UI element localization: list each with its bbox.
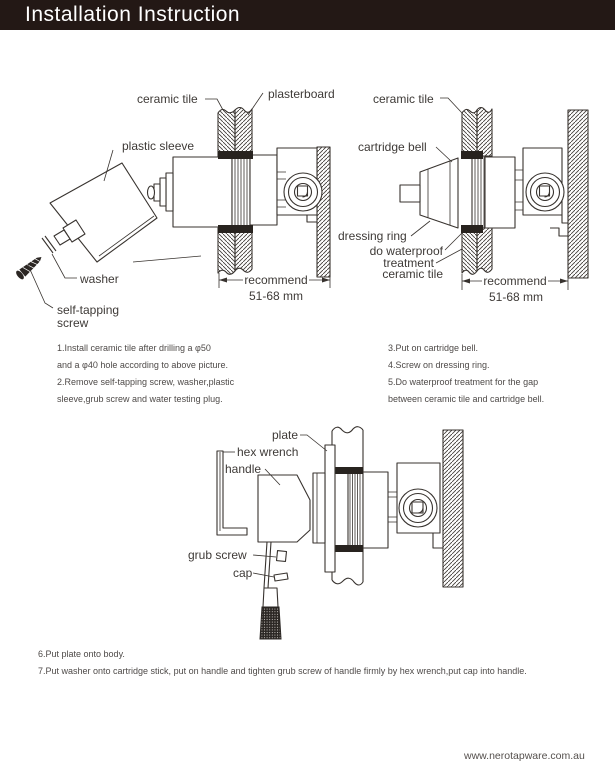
valve-body [485,157,515,228]
dimension-recommend-label: recommend [483,274,547,288]
footer-website: www.nerotapware.com.au [464,750,585,762]
stud-wall [568,110,588,278]
cartridge-stick [148,173,174,211]
cartridge-stick [264,542,271,588]
leader-grub-screw [253,555,276,557]
instruction-list-left [57,340,234,408]
leader-dressing-ring [411,221,430,236]
seal-top [461,151,483,159]
instruction-line: 3.Put on cartridge bell. [388,343,479,353]
label-grub-screw: grub screw [188,548,247,562]
label-waterproof-1: do waterproof [369,244,443,258]
diagram-handle-install [180,418,472,648]
cartridge-bell [400,158,458,228]
instruction-line: 4.Screw on dressing ring. [388,360,490,370]
label-self-tapping-2: screw [57,316,89,330]
leader-cartridge-bell [436,147,452,162]
dimension-51-68 [219,273,330,303]
instruction-list-bottom [38,646,527,680]
label-hex-wrench: hex wrench [237,445,299,459]
dimension-range-label: 51-68 mm [248,289,304,303]
grub-screw [276,551,286,562]
diagram-cartridge-bell [335,82,603,334]
leader-ceramic-tile [205,99,223,110]
seal-top [334,467,363,474]
instruction-line: 2.Remove self-tapping screw, washer,plastic [57,377,235,387]
label-plastic-sleeve: plastic sleeve [122,139,195,153]
label-plate: plate [272,428,299,442]
instruction-line: 1.Install ceramic tile after drilling a φ50 [57,343,211,353]
cartridge-socket [399,489,437,527]
label-cartridge-bell: cartridge bell [358,140,427,154]
diagram-body-install [15,82,335,334]
leader-plate [300,435,327,451]
cap [274,573,288,581]
label-plasterboard: plasterboard [268,87,335,101]
dimension-51-68 [462,274,568,304]
label-waterproof-2: treatment [383,256,434,270]
wall-bottom-section [462,228,492,274]
valve-body [173,157,232,227]
seal-top [218,151,253,159]
plastic-sleeve [50,163,157,262]
wrench-grip [260,588,281,639]
label-cap: cap [233,566,253,580]
instruction-line: 6.Put plate onto body. [38,649,125,659]
instruction-line: between ceramic tile and cartridge bell. [388,394,545,404]
leader-plasterboard [248,93,263,115]
cartridge-socket [526,173,564,211]
valve-body-rear [250,155,277,225]
instruction-list-right [388,340,544,408]
stud-wall [443,430,463,587]
cartridge-stick [400,185,420,202]
leader-self-tapping-screw [28,265,53,308]
dimension-range-label: 51-68 mm [488,290,544,304]
label-ceramic-tile-top: ceramic tile [373,92,434,106]
wall-top-section [462,108,492,158]
header-bar [0,0,615,30]
label-handle: handle [225,462,262,476]
handle [258,475,310,542]
instruction-line: 7.Put washer onto cartridge stick, put on handle and tighten grub screw of handle firmly by hex wrench,put cap into handle. [38,666,527,676]
plate [325,445,335,572]
label-dressing-ring: dressing ring [338,229,407,243]
washer [42,236,56,253]
dimension-recommend-label: recommend [244,273,308,287]
threaded-section [348,472,363,548]
label-ceramic-tile-bottom: ceramic tile [382,267,443,281]
leader-cap [253,573,274,577]
cartridge-socket [284,173,322,211]
stud-wall [317,147,330,277]
label-self-tapping-1: self-tapping [57,303,120,317]
self-tapping-screw [15,253,45,281]
instruction-line: sleeve,grub screw and water testing plug. [57,394,223,404]
leader-washer [52,254,77,278]
label-washer: washer [80,272,119,286]
leader-waterproof [445,233,462,250]
label-ceramic-tile: ceramic tile [137,92,198,106]
threaded-section [232,155,250,228]
instruction-line: 5.Do waterproof treatment for the gap [388,377,539,387]
valve-body [363,472,388,548]
seal-bottom [461,225,483,233]
wall-top-section [218,108,252,159]
page-title: Installation Instruction [25,3,241,26]
seal-bottom [218,225,253,233]
instruction-line: and a φ40 hole according to above picture. [57,360,228,370]
wall-bottom-section [218,228,252,274]
leader-wall [133,256,201,262]
handle-adapter [313,473,325,543]
leader-ceramic-tile-top [440,98,462,113]
seal-bottom [334,545,363,552]
